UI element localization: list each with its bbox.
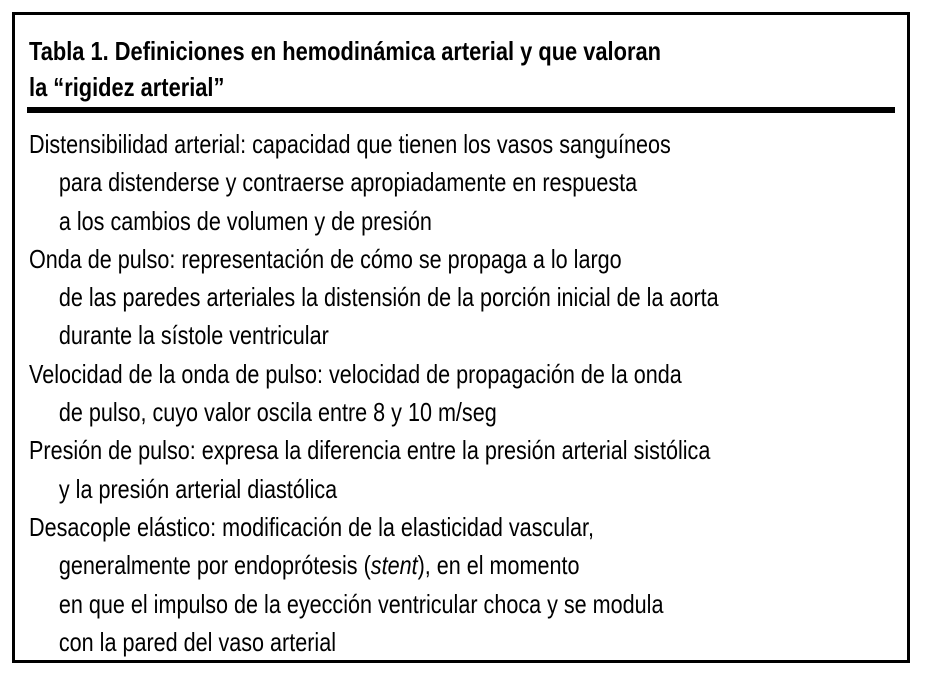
table-title-line-1: Tabla 1. Definiciones en hemodinámica arterial y que valoran [29,36,661,66]
title-divider [27,107,895,113]
table-title-line-2: la “rigidez arterial” [29,72,225,102]
definition-text: ), en el momento [417,550,580,581]
definition-line: a los cambios de volumen y de presión [58,205,432,236]
definition-line: Onda de pulso: representación de cómo se propaga a lo largo [29,243,622,274]
definition-velocidad-onda-pulso [29,355,901,432]
definition-line: con la pared del vaso arterial [58,626,336,657]
definition-desacople-elastico [29,508,901,661]
definition-presion-de-pulso [29,431,901,508]
definition-line: durante la sístole ventricular [58,320,329,351]
definition-line: Desacople elástico: modificación de la elasticidad vascular, [29,511,594,542]
definition-line: de pulso, cuyo valor oscila entre 8 y 10 m/seg [58,397,497,428]
definitions-table [12,12,910,663]
definition-line: y la presión arterial diastólica [58,473,338,504]
definition-onda-de-pulso [29,240,901,355]
definition-line: en que el impulso de la eyección ventricular choca y se modula [58,588,664,619]
definitions-list [29,125,901,661]
italic-term-stent: stent [370,550,418,581]
definition-text: generalmente por endoprótesis ( [58,550,371,581]
definition-line [29,546,901,584]
definition-line: de las paredes arteriales la distensión de la porción inicial de la aorta [58,282,719,313]
definition-line: Presión de pulso: expresa la diferencia entre la presión arterial sistólica [29,435,711,466]
definition-line: Velocidad de la onda de pulso: velocidad de propagación de la onda [29,358,682,389]
definition-line: para distenderse y contraerse apropiadamente en respuesta [58,167,638,198]
definition-line: Distensibilidad arterial: capacidad que tienen los vasos sanguíneos [29,129,671,159]
table-title [29,33,751,105]
definition-distensibilidad [29,125,901,240]
